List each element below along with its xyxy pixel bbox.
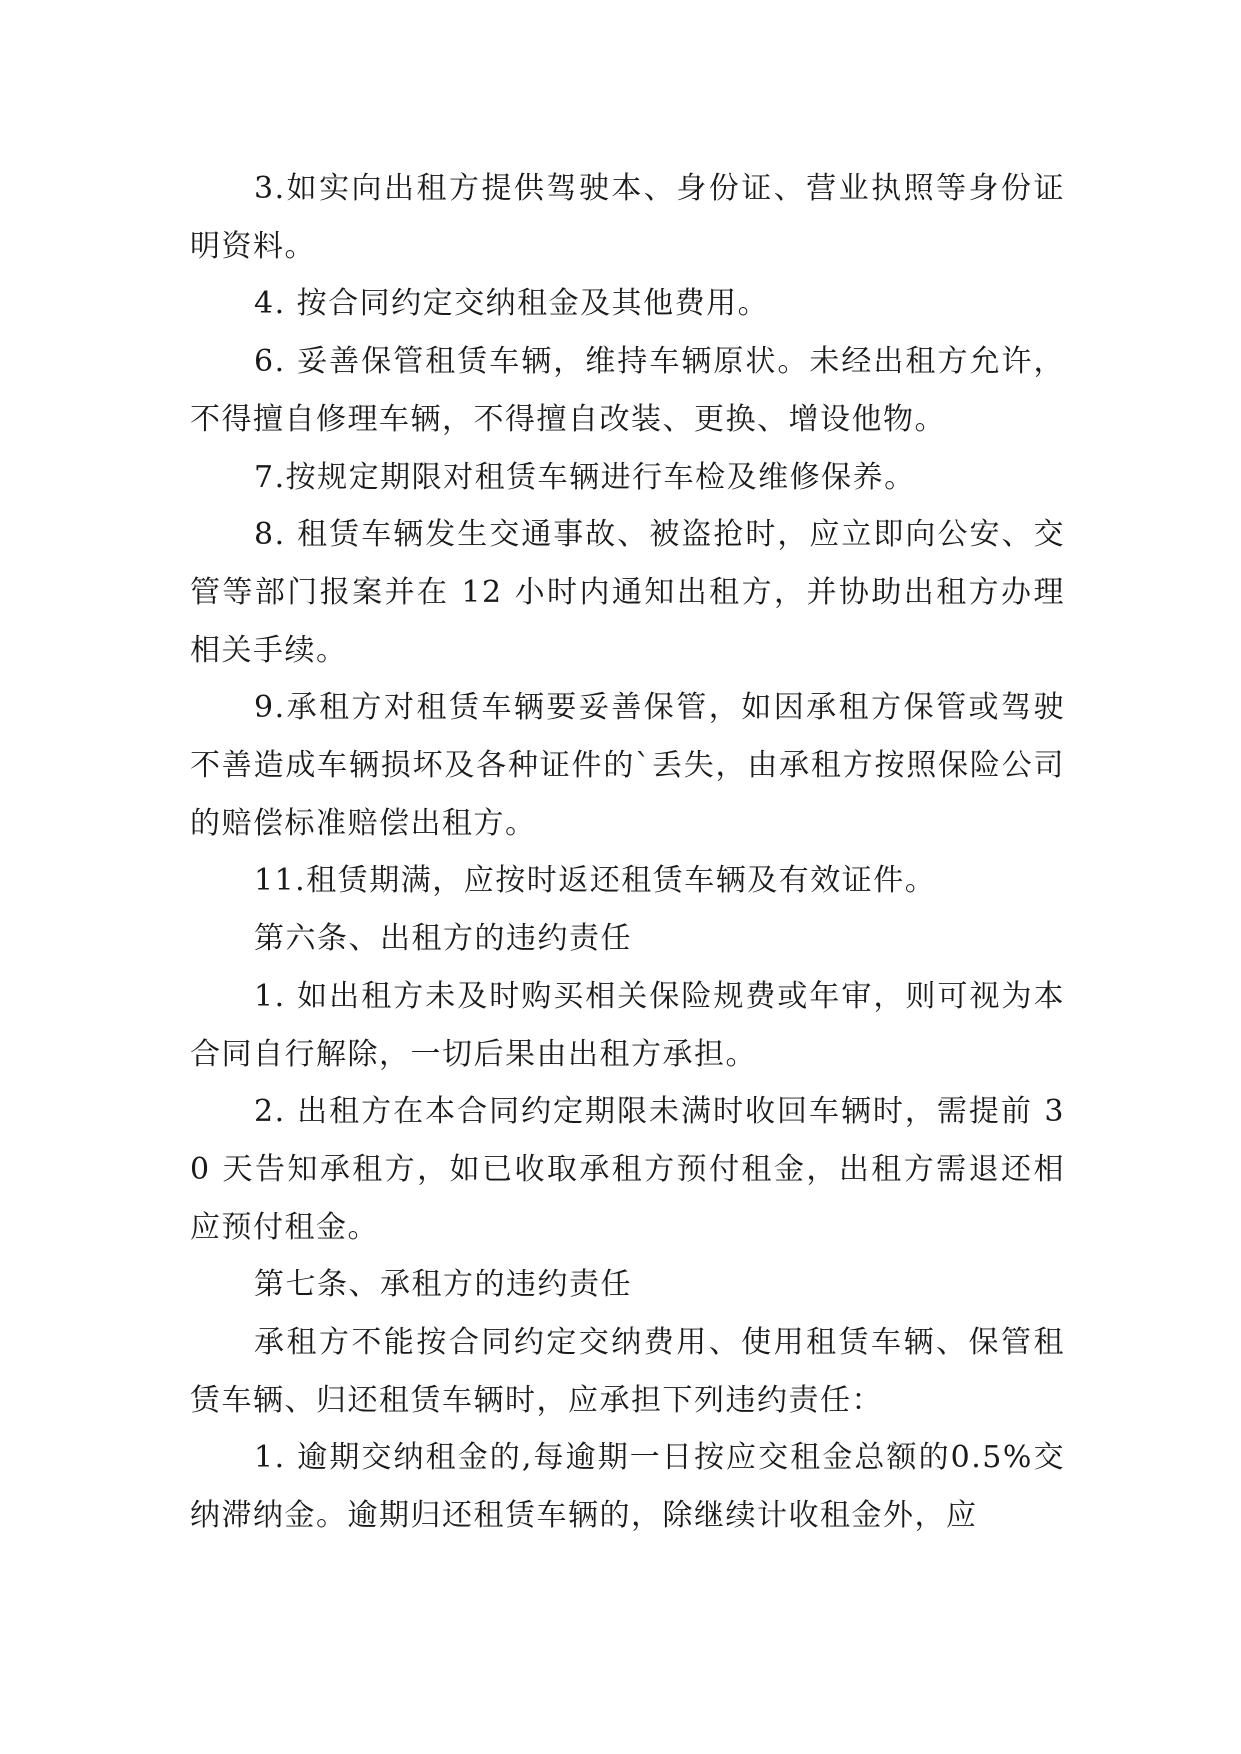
clause-9-damage-and-loss-compensation: 9.承租方对租赁车辆要妥善保管，如因承租方保管或驾驶不善造成车辆损坏及各种证件的`丢失，由承租方按照保险公司的赔偿标准赔偿出租方。 — [190, 690, 1065, 841]
article-6-heading: 第六条、出租方的违约责任 — [254, 921, 632, 957]
clause-6-keep-vehicle-in-good-condition: 6. 妥善保管租赁车辆，维持车辆原状。未经出租方允许，不得擅自修理车辆，不得擅自改装、更换、增设他物。 — [190, 344, 1065, 437]
article-7-heading: 第七条、承租方的违约责任 — [254, 1267, 632, 1303]
clause-3-provide-identity-documents: 3.如实向出租方提供驾驶本、身份证、营业执照等身份证明资料。 — [190, 171, 1065, 264]
clause-7-inspection-and-maintenance: 7.按规定期限对租赁车辆进行车检及维修保养。 — [254, 459, 916, 495]
clause-4-pay-rent-and-fees: 4. 按合同约定交纳租金及其他费用。 — [254, 286, 770, 322]
clause-8-accident-and-theft-reporting: 8. 租赁车辆发生交通事故、被盗抢时，应立即向公安、交管等部门报案并在 12 小时内通知出租方，并协助出租方办理相关手续。 — [190, 517, 1065, 668]
article-7-item-1: 1. 逾期交纳租金的,每逾期一日按应交租金总额的0.5%交纳滞纳金。逾期归还租赁车辆的，除继续计收租金外，应 — [190, 1440, 1065, 1534]
article-6-item-1: 1. 如出租方未及时购买相关保险规费或年审，则可视为本合同自行解除，一切后果由出租方承担。 — [190, 978, 1065, 1072]
clause-11-return-vehicle-at-term-end: 11.租赁期满，应按时返还租赁车辆及有效证件。 — [254, 863, 937, 899]
article-6-item-2: 2. 出租方在本合同约定期限未满时收回车辆时，需提前 30 天告知承租方，如已收取承租方预付租金，出租方需退还相应预付租金。 — [190, 1094, 1065, 1245]
article-7-intro: 承租方不能按合同约定交纳费用、使用租赁车辆、保管租赁车辆、归还租赁车辆时，应承担下列违约责任： — [190, 1325, 1065, 1418]
document-body — [190, 160, 1065, 1545]
